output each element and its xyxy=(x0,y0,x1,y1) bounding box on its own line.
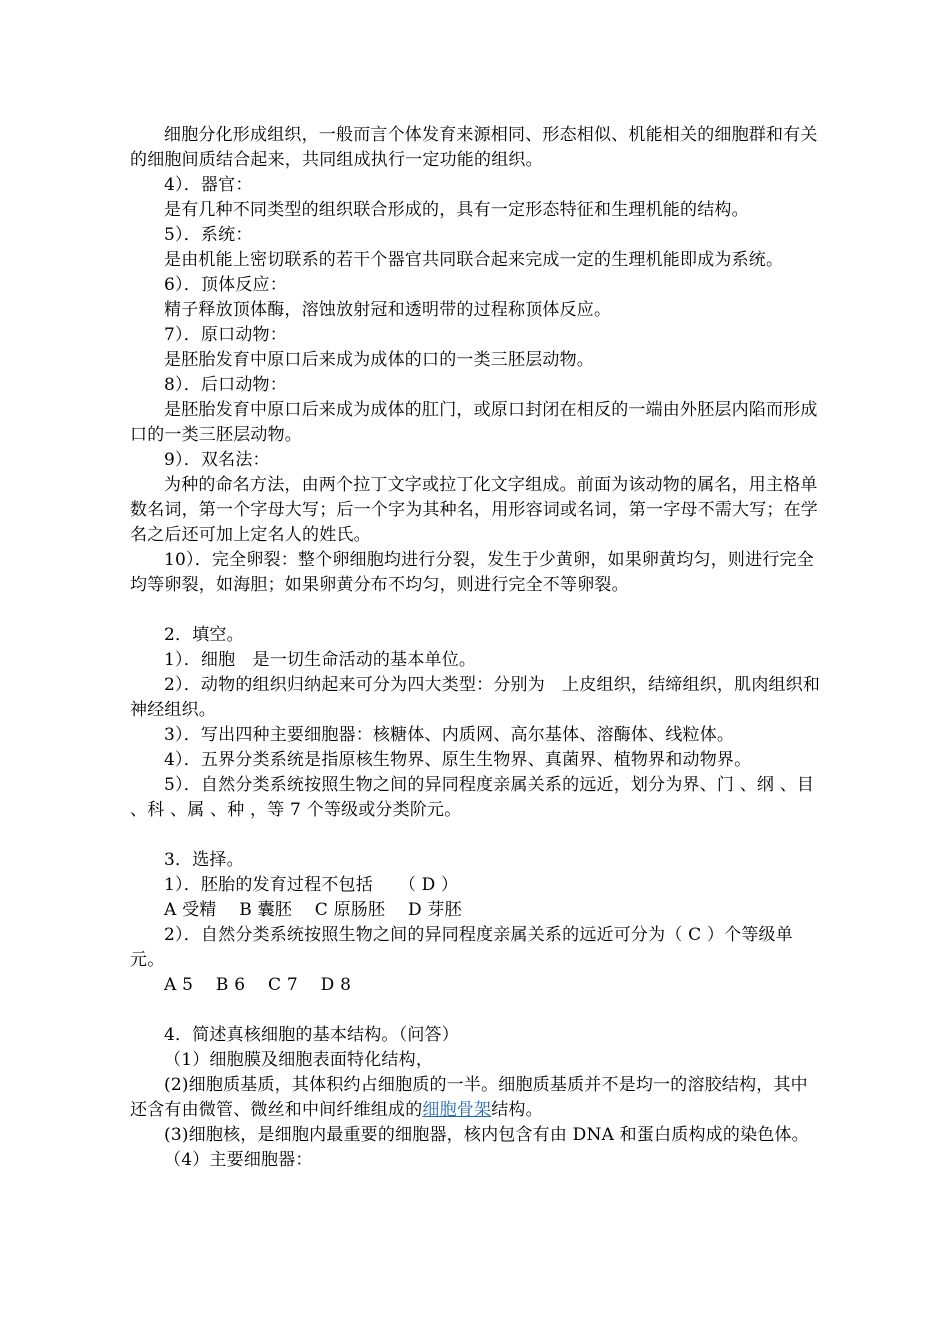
term-protostome-definition: 是胚胎发育中原口后来成为成体的口的一类三胚层动物。 xyxy=(164,350,594,370)
choice-options-1: A 受精 B 囊胚 C 原肠胚 D 芽胚 xyxy=(164,900,462,920)
term-acrosome-heading: 6）．顶体反应： xyxy=(164,275,287,295)
essay-item-2-text-b: 结构。 xyxy=(491,1100,543,1120)
fill-blank-item-1: 1）．细胞 是一切生命活动的基本单位。 xyxy=(164,650,477,670)
fill-blank-item-3: 3）．写出四种主要细胞器：核糖体、内质网、高尔基体、溶酶体、线粒体。 xyxy=(164,725,735,745)
spacer xyxy=(130,823,825,848)
term-binomial-definition: 为种的命名方法，由两个拉丁文字或拉丁化文字组成。前面为该动物的属名，用主格单数名词，第一个字母大写；后一个字为其种名，用形容词或名词，第一字母不需大写；在学名之后还可加上定名人的姓氏。 xyxy=(130,475,818,545)
term-system-heading: 5）．系统： xyxy=(164,225,253,245)
term-organ-definition: 是有几种不同类型的组织联合形成的，具有一定形态特征和生理机能的结构。 xyxy=(164,200,749,220)
essay-item-4: （4）主要细胞器： xyxy=(164,1150,313,1170)
term-protostome-heading: 7）．原口动物： xyxy=(164,325,287,345)
term-deuterostome-definition: 是胚胎发育中原口后来成为成体的肛门，或原口封闭在相反的一端由外胚层内陷而形成口的一类三胚层动物。 xyxy=(130,400,818,445)
fill-blank-item-5: 5）．自然分类系统按照生物之间的异同程度亲属关系的远近，划分为界、门 、纲 、目 、科 、属 、种 ，等 7 个等级或分类阶元。 xyxy=(130,775,815,820)
document-body xyxy=(130,123,825,1173)
spacer xyxy=(130,998,825,1023)
fill-blank-item-2: 2）．动物的组织归纳起来可分为四大类型：分别为 上皮组织，结缔组织，肌肉组织和神经组织。 xyxy=(130,675,821,720)
section-choice-heading: 3．选择。 xyxy=(164,850,244,870)
term-organ-heading: 4）．器官： xyxy=(164,175,253,195)
essay-item-2-text-a: (2)细胞质基质，其体积约占细胞质的一半。细胞质基质并不是均一的溶胶结构，其中还含有由微管、微丝和中间纤维组成的 xyxy=(130,1075,808,1120)
choice-options-2: A 5 B 6 C 7 D 8 xyxy=(164,975,352,995)
cytoskeleton-link[interactable]: 细胞骨架 xyxy=(422,1100,492,1120)
essay-item-1: （1）细胞膜及细胞表面特化结构， xyxy=(164,1050,434,1070)
essay-item-3: (3)细胞核，是细胞内最重要的细胞器，核内包含有由 DNA 和蛋白质构成的染色体。 xyxy=(164,1125,809,1145)
choice-question-1: 1）．胚胎的发育过程不包括 （ D ） xyxy=(164,875,459,895)
term-system-definition: 是由机能上密切联系的若干个器官共同联合起来完成一定的生理机能即成为系统。 xyxy=(164,250,784,270)
choice-question-2: 2）．自然分类系统按照生物之间的异同程度亲属关系的远近可分为（ C ）个等级单元。 xyxy=(130,925,793,970)
spacer xyxy=(130,598,825,623)
term-deuterostome-heading: 8）．后口动物： xyxy=(164,375,287,395)
term-binomial-heading: 9）．双名法： xyxy=(164,450,270,470)
term-holoblastic-cleavage: 10）．完全卵裂：整个卵细胞均进行分裂，发生于少黄卵，如果卵黄均匀，则进行完全均等卵裂，如海胆；如果卵黄分布不均匀，则进行完全不等卵裂。 xyxy=(130,550,814,595)
section-fill-blank-heading: 2．填空。 xyxy=(164,625,244,645)
section-essay-heading: 4．简述真核细胞的基本结构。（问答） xyxy=(164,1025,459,1045)
essay-item-2 xyxy=(130,1073,825,1123)
fill-blank-item-4: 4）．五界分类系统是指原核生物界、原生生物界、真菌界、植物界和动物界。 xyxy=(164,750,752,770)
paragraph-tissue-definition: 细胞分化形成组织，一般而言个体发育来源相同、形态相似、机能相关的细胞群和有关的细胞间质结合起来，共同组成执行一定功能的组织。 xyxy=(130,125,818,170)
term-acrosome-definition: 精子释放顶体酶，溶蚀放射冠和透明带的过程称顶体反应。 xyxy=(164,300,612,320)
